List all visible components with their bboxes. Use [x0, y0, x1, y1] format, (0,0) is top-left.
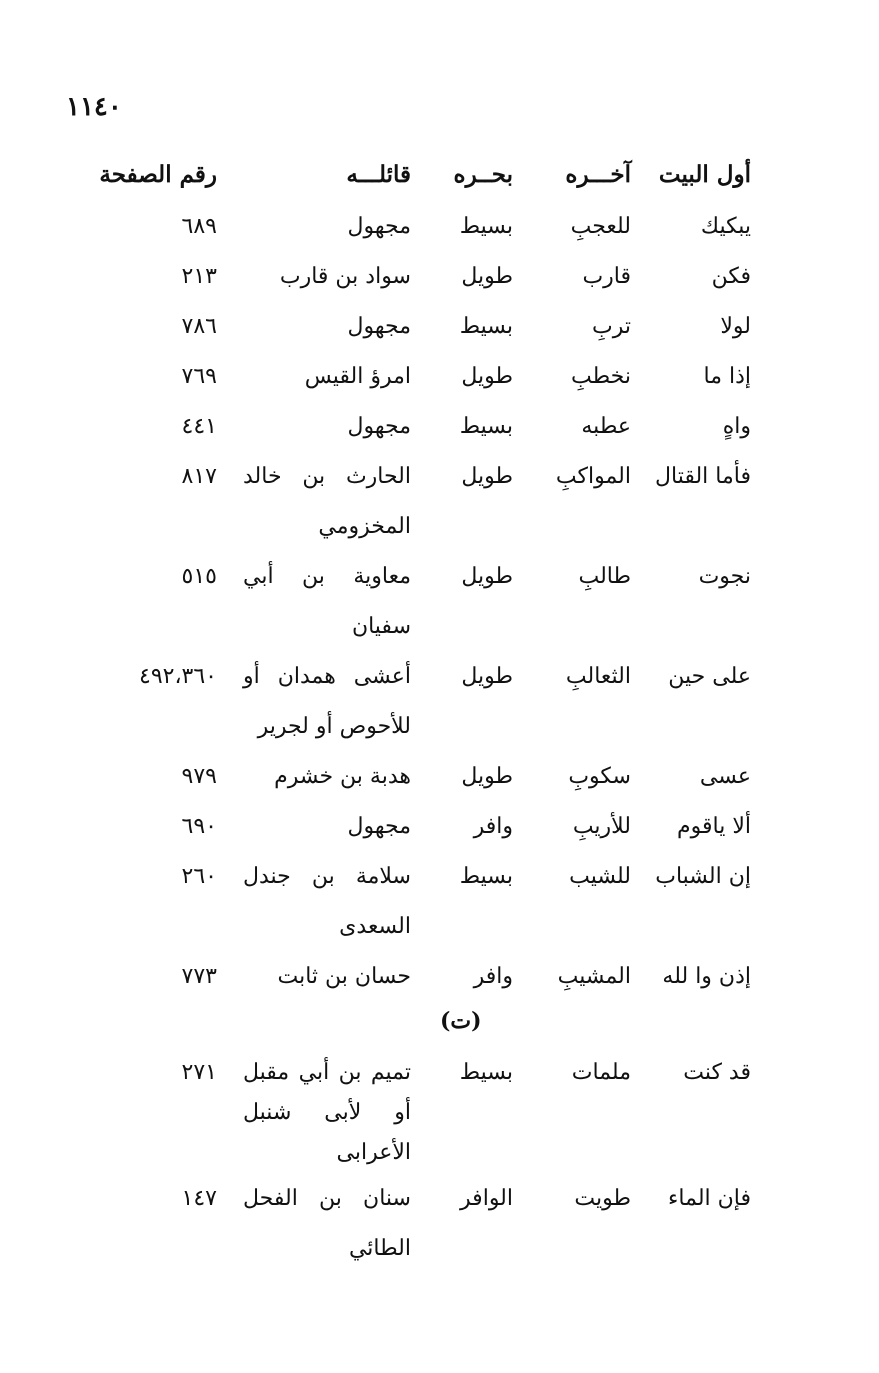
- section-divider: [0, 1002, 879, 1048]
- verse-page: ٩٧٩: [181, 764, 217, 789]
- table-row: [0, 1174, 879, 1274]
- table-row: [0, 952, 879, 1002]
- verse-page: ٤٩٢،٣٦٠: [139, 664, 217, 689]
- verse-poet: مجهول: [347, 314, 411, 339]
- verse-first-words: فأما القتال: [655, 464, 751, 489]
- table-row: [0, 352, 879, 402]
- section-letter-heading: (ت): [440, 1008, 482, 1034]
- header-poet: قائلـــه: [346, 161, 411, 188]
- verse-last-word: ملمات: [571, 1060, 631, 1085]
- verse-last-word: نخطبِ: [571, 364, 631, 389]
- verse-first-words: فكن: [711, 264, 751, 289]
- verse-meter: طويل: [461, 364, 513, 389]
- verse-first-words: إن الشباب: [655, 864, 751, 889]
- verse-poet: مجهول: [347, 414, 411, 439]
- verse-poet: سواد بن قارب: [279, 264, 411, 289]
- verse-first-words: قد كنت: [683, 1060, 751, 1085]
- verse-poet: تميم بن أبي مقبل أو لأبى شنبل الأعرابى: [243, 1060, 411, 1165]
- verse-last-word: الثعالبِ: [565, 664, 631, 689]
- verse-first-words: ألا ياقوم: [677, 814, 751, 839]
- verse-page: ٧٧٣: [181, 964, 217, 989]
- verse-poet: حسان بن ثابت: [277, 964, 411, 989]
- verse-first-words: لولا: [720, 314, 751, 339]
- verse-index-table: [0, 150, 879, 1274]
- verse-last-word: طالبِ: [578, 564, 631, 589]
- verse-page: ٨١٧: [181, 464, 217, 489]
- verse-page: ٥١٥: [181, 564, 217, 589]
- verse-poet: هدبة بن خشرم: [274, 764, 411, 789]
- verse-last-word: عطبه: [581, 414, 631, 439]
- header-page-number: رقم الصفحة: [99, 161, 217, 188]
- verse-meter: طويل: [461, 264, 513, 289]
- verse-poet: معاوية بن أبي سفيان: [243, 564, 411, 639]
- verse-page: ٦٨٩: [181, 214, 217, 239]
- verse-first-words: إذا ما: [703, 364, 751, 389]
- verse-meter: طويل: [461, 764, 513, 789]
- verse-meter: بسيط: [459, 864, 513, 889]
- header-meter: بحــره: [453, 161, 513, 188]
- verse-meter: وافر: [473, 814, 513, 839]
- verse-last-word: قارب: [582, 264, 631, 289]
- verse-page: ٦٩٠: [181, 814, 217, 839]
- verse-meter: بسيط: [459, 1060, 513, 1085]
- table-row: [0, 652, 879, 752]
- verse-poet: أعشى همدان أو للأحوص أو لجرير: [243, 664, 411, 739]
- verse-page: ٢٧١: [181, 1060, 217, 1085]
- verse-page: ١٤٧: [181, 1186, 217, 1211]
- verse-meter: بسيط: [459, 314, 513, 339]
- verse-poet: امرؤ القيس: [304, 364, 411, 389]
- verse-meter: الوافر: [460, 1186, 513, 1211]
- verse-poet: سلامة بن جندل السعدى: [243, 864, 411, 939]
- verse-last-word: للشيب: [569, 864, 631, 889]
- table-row: [0, 752, 879, 802]
- verse-first-words: واهٍ: [722, 414, 751, 439]
- verse-meter: طويل: [461, 464, 513, 489]
- table-row: [0, 302, 879, 352]
- verse-page: ٧٨٦: [181, 314, 217, 339]
- table-header: [0, 150, 879, 202]
- verse-page: ٢٦٠: [181, 864, 217, 889]
- table-row: [0, 852, 879, 952]
- page-number: ١١٤٠: [66, 92, 122, 122]
- table-row: [0, 252, 879, 302]
- table-row: [0, 802, 879, 852]
- verse-meter: وافر: [473, 964, 513, 989]
- table-row: [0, 1048, 879, 1174]
- verse-last-word: سكوبِ: [568, 764, 631, 789]
- verse-meter: طويل: [461, 664, 513, 689]
- verse-meter: طويل: [461, 564, 513, 589]
- verse-last-word: للعجبِ: [570, 214, 631, 239]
- verse-poet: الحارث بن خالد المخزومي: [243, 464, 411, 539]
- verse-meter: بسيط: [459, 414, 513, 439]
- verse-page: ٢١٣: [181, 264, 217, 289]
- table-row: [0, 202, 879, 252]
- verse-first-words: على حين: [668, 664, 751, 689]
- verse-first-words: فإن الماء: [668, 1186, 751, 1211]
- verse-first-words: عسى: [699, 764, 751, 789]
- verse-poet: مجهول: [347, 214, 411, 239]
- verse-page: ٤٤١: [181, 414, 217, 439]
- verse-poet: سنان بن الفحل الطائي: [243, 1186, 411, 1261]
- header-last-word: آخـــره: [565, 161, 631, 188]
- verse-last-word: المواكبِ: [555, 464, 631, 489]
- verse-meter: بسيط: [459, 214, 513, 239]
- verse-last-word: طويت: [574, 1186, 631, 1211]
- header-first-words: أول البيت: [658, 161, 751, 188]
- verse-last-word: تربِ: [592, 314, 631, 339]
- verse-first-words: يبكيك: [700, 214, 751, 239]
- verse-first-words: إذن وا لله: [662, 964, 751, 989]
- verse-last-word: للأريبِ: [572, 814, 631, 839]
- verse-last-word: المشيبِ: [557, 964, 631, 989]
- verse-first-words: نجوت: [698, 564, 751, 589]
- table-row: [0, 552, 879, 652]
- table-row: [0, 402, 879, 452]
- verse-poet: مجهول: [347, 814, 411, 839]
- table-row: [0, 452, 879, 552]
- verse-page: ٧٦٩: [181, 364, 217, 389]
